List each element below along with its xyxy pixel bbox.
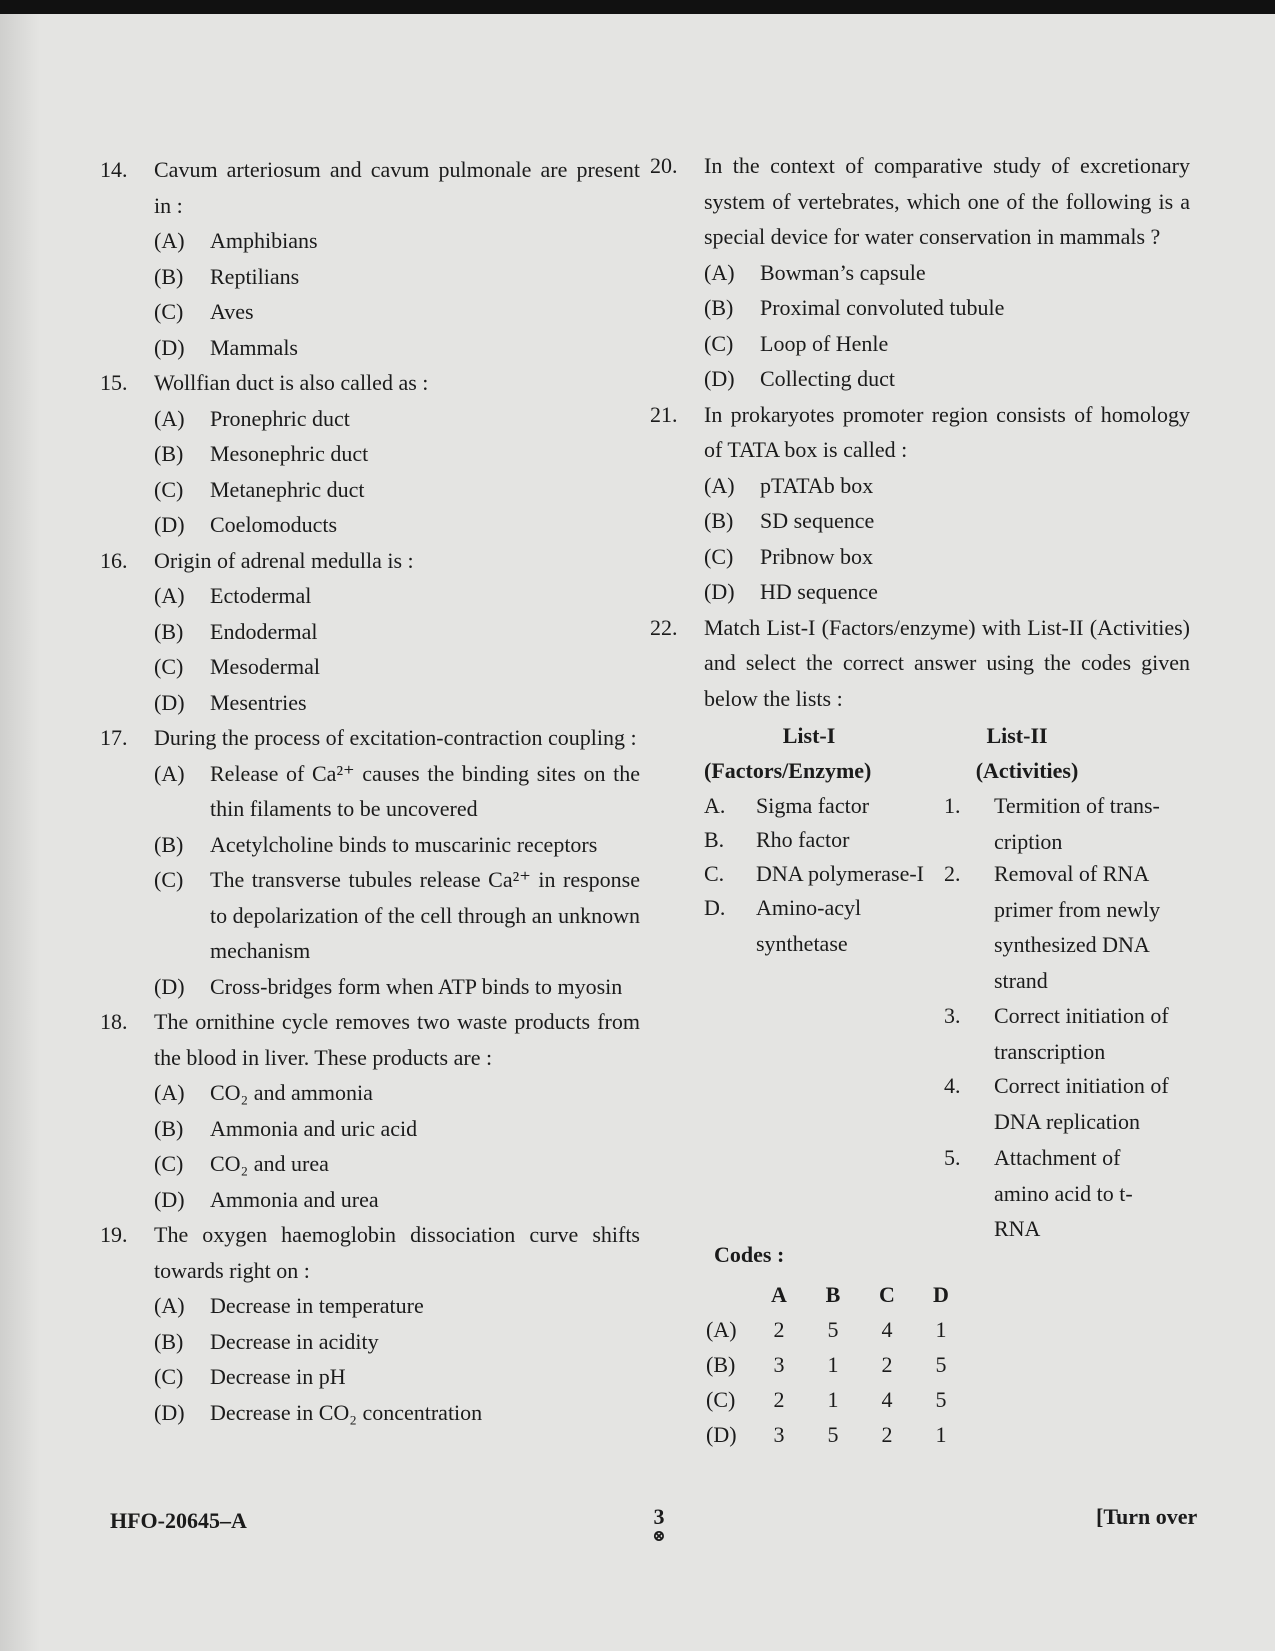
option-label: (B) bbox=[154, 1115, 184, 1141]
codes-row-label: (A) bbox=[706, 1316, 737, 1342]
option-label: (A) bbox=[154, 583, 185, 608]
list2-subtitle: (Activities) bbox=[975, 758, 1079, 783]
list1-text: Sigma factor bbox=[756, 793, 870, 818]
answer-option bbox=[154, 1111, 640, 1147]
answer-option bbox=[154, 1359, 640, 1395]
codes-header: B bbox=[825, 1281, 841, 1307]
codes-header: A bbox=[771, 1281, 787, 1307]
option-label: (C) bbox=[154, 1364, 184, 1389]
option-label: (C) bbox=[154, 1151, 184, 1176]
list2-text: Removal of RNA primer from newly synthesized DNA strand bbox=[994, 861, 1161, 993]
list1-title: List-I bbox=[782, 723, 836, 748]
option-label: (D) bbox=[154, 512, 185, 537]
option-text: Decrease in acidity bbox=[210, 1328, 379, 1354]
codes-title: Codes : bbox=[714, 1242, 785, 1267]
list2-text: Termition of trans-cription bbox=[994, 793, 1160, 854]
option-text: Reptilians bbox=[210, 263, 300, 289]
option-text: Pribnow box bbox=[760, 543, 874, 569]
codes-cell: 5 bbox=[935, 1351, 947, 1377]
answer-option bbox=[154, 472, 640, 508]
page-number bbox=[647, 1504, 671, 1547]
answer-option bbox=[154, 614, 640, 650]
option-text: Pronephric duct bbox=[210, 405, 350, 431]
option-label: (B) bbox=[154, 831, 184, 857]
answer-option bbox=[154, 507, 640, 543]
question-20 bbox=[650, 148, 1190, 397]
codes-table bbox=[706, 1277, 968, 1452]
answer-option bbox=[154, 1146, 640, 1182]
codes-row-label: (D) bbox=[706, 1421, 737, 1447]
question-text: Cavum arteriosum and cavum pulmonale are present in : bbox=[154, 157, 640, 218]
answer-option bbox=[154, 330, 640, 366]
option-text: Metanephric duct bbox=[210, 476, 365, 502]
codes-row bbox=[706, 1417, 968, 1452]
match-lists bbox=[704, 718, 1190, 1241]
codes-cell: 2 bbox=[773, 1316, 785, 1342]
option-label: (A) bbox=[154, 1293, 185, 1318]
question-number: 16. bbox=[100, 547, 128, 573]
codes-row bbox=[706, 1382, 968, 1417]
option-label: (A) bbox=[154, 1080, 185, 1105]
question-15 bbox=[100, 365, 640, 543]
option-label: (C) bbox=[704, 543, 734, 569]
answer-option bbox=[154, 294, 640, 330]
codes-cell: 1 bbox=[827, 1351, 839, 1377]
answer-option bbox=[704, 539, 1190, 575]
answer-option bbox=[154, 578, 640, 614]
question-text: During the process of excitation-contraction coupling : bbox=[154, 725, 637, 750]
answer-option bbox=[154, 1324, 640, 1360]
list1-text: Rho factor bbox=[756, 827, 850, 852]
codes-corner bbox=[706, 1277, 752, 1312]
option-label: (D) bbox=[704, 366, 735, 391]
list1-letter: A. bbox=[704, 793, 726, 818]
option-text: Endodermal bbox=[210, 618, 318, 644]
option-label: (B) bbox=[154, 263, 184, 289]
codes-cell: 3 bbox=[773, 1421, 785, 1447]
codes-header: D bbox=[933, 1281, 949, 1307]
list1-letter: C. bbox=[704, 861, 725, 886]
option-label: (C) bbox=[154, 654, 184, 679]
option-text: Mesonephric duct bbox=[210, 441, 369, 466]
codes-cell: 1 bbox=[935, 1316, 947, 1342]
list1-letter: B. bbox=[704, 827, 725, 852]
option-label: (A) bbox=[154, 405, 185, 431]
option-text: Ectodermal bbox=[210, 583, 312, 608]
answer-option bbox=[154, 1182, 640, 1218]
question-16 bbox=[100, 543, 640, 721]
option-text: CO₂ and urea bbox=[210, 1151, 329, 1176]
option-text: Decrease in pH bbox=[210, 1364, 346, 1389]
answer-option bbox=[154, 223, 640, 259]
answer-option bbox=[154, 649, 640, 685]
option-text: Ammonia and uric acid bbox=[210, 1115, 418, 1141]
codes-cell: 1 bbox=[935, 1421, 947, 1447]
option-label: (C) bbox=[154, 299, 184, 324]
answer-option bbox=[154, 685, 640, 721]
option-label: (D) bbox=[704, 579, 735, 604]
option-label: (B) bbox=[154, 441, 184, 466]
option-text: Decrease in temperature bbox=[210, 1293, 424, 1318]
list1-text: Amino-acyl synthetase bbox=[756, 895, 862, 956]
codes-header-row bbox=[706, 1277, 968, 1312]
question-14 bbox=[100, 152, 640, 365]
option-label: (C) bbox=[704, 330, 734, 356]
answer-option bbox=[154, 862, 640, 969]
option-label: (C) bbox=[154, 476, 184, 502]
question-text: Match List-I (Factors/enzyme) with List-II (Activities) and select the correct answer using the codes given below the lists : bbox=[704, 614, 1190, 711]
question-number: 19. bbox=[100, 1222, 128, 1247]
question-text: The ornithine cycle removes two waste products from the blood in liver. These products are : bbox=[154, 1009, 640, 1070]
question-number: 15. bbox=[100, 370, 128, 395]
codes-cell: 5 bbox=[827, 1421, 839, 1447]
option-label: (B) bbox=[154, 618, 184, 644]
answer-option bbox=[154, 827, 640, 863]
option-text: Cross-bridges form when ATP binds to myosin bbox=[210, 973, 623, 999]
option-label: (C) bbox=[154, 867, 184, 892]
option-text: Proximal convoluted tubule bbox=[760, 295, 1005, 320]
option-text: pTATAb box bbox=[760, 472, 874, 498]
codes-header: C bbox=[879, 1281, 895, 1307]
question-number: 14. bbox=[100, 157, 128, 182]
answer-option bbox=[704, 574, 1190, 610]
right-column bbox=[650, 148, 1190, 1241]
question-17 bbox=[100, 720, 640, 1004]
option-text: Amphibians bbox=[210, 228, 318, 253]
option-text: Collecting duct bbox=[760, 366, 896, 391]
option-label: (B) bbox=[704, 508, 734, 533]
option-label: (A) bbox=[154, 228, 185, 253]
codes-cell: 3 bbox=[773, 1351, 785, 1377]
answer-option bbox=[704, 468, 1190, 504]
page-symbol-icon: ⊗ bbox=[652, 1528, 666, 1545]
codes-cell: 5 bbox=[827, 1316, 839, 1342]
option-text: Loop of Henle bbox=[760, 330, 889, 356]
codes-row-label: (B) bbox=[706, 1351, 736, 1377]
list2-text: Correct initiation of transcription bbox=[994, 1003, 1169, 1064]
option-text: Acetylcholine binds to muscarinic receptors bbox=[210, 831, 598, 857]
list1-text: DNA polymerase-I bbox=[756, 861, 925, 886]
codes-row bbox=[706, 1347, 968, 1382]
answer-option bbox=[704, 290, 1190, 326]
option-text: Decrease in CO₂ concentration bbox=[210, 1399, 483, 1425]
question-number: 20. bbox=[650, 153, 678, 178]
list2-title: List-II bbox=[986, 723, 1048, 748]
answer-option bbox=[154, 1288, 640, 1324]
option-label: (A) bbox=[704, 472, 735, 498]
codes-cell: 2 bbox=[881, 1351, 893, 1377]
booklet-code: HFO-20645–A bbox=[110, 1508, 247, 1533]
option-label: (B) bbox=[704, 295, 734, 320]
question-number: 18. bbox=[100, 1009, 128, 1034]
right-questions bbox=[650, 148, 1190, 610]
option-text: Ammonia and urea bbox=[210, 1186, 379, 1212]
list2-number: 1. bbox=[944, 793, 961, 818]
option-text: The transverse tubules release Ca²⁺ in response to depolarization of the cell through an unknown mechanism bbox=[210, 867, 640, 963]
list2-text: Correct initiation of DNA replication bbox=[994, 1073, 1169, 1134]
question-number: 17. bbox=[100, 725, 128, 750]
option-text: Mesentries bbox=[210, 689, 307, 715]
turn-over-note: [Turn over bbox=[1096, 1504, 1198, 1529]
answer-option bbox=[154, 1395, 640, 1431]
question-text: In the context of comparative study of excretionary system of vertebrates, which one of the following is a special device for water conservation in mammals ? bbox=[704, 153, 1190, 249]
codes-cell: 4 bbox=[881, 1316, 893, 1342]
codes-cell: 2 bbox=[881, 1421, 893, 1447]
codes-row bbox=[706, 1312, 968, 1347]
option-label: (A) bbox=[154, 760, 185, 786]
list2-number: 3. bbox=[944, 1003, 961, 1028]
option-text: SD sequence bbox=[760, 508, 875, 533]
page-number-value: 3 bbox=[653, 1504, 665, 1529]
option-label: (B) bbox=[154, 1328, 184, 1354]
option-label: (D) bbox=[154, 334, 185, 360]
answer-option bbox=[154, 1075, 640, 1111]
question-21 bbox=[650, 397, 1190, 610]
question-text: The oxygen haemoglobin dissociation curve shifts towards right on : bbox=[154, 1222, 640, 1283]
question-text: In prokaryotes promoter region consists of homology of TATA box is called : bbox=[704, 401, 1190, 462]
option-text: Release of Ca²⁺ causes the binding sites on the thin filaments to be uncovered bbox=[210, 760, 640, 821]
list1-letter: D. bbox=[704, 895, 726, 920]
answer-option bbox=[704, 255, 1190, 291]
answer-option bbox=[704, 503, 1190, 539]
codes-cell: 2 bbox=[773, 1386, 785, 1412]
option-label: (D) bbox=[154, 689, 185, 715]
list2-text: Attachment of amino acid to t-RNA bbox=[994, 1145, 1133, 1241]
codes-cell: 5 bbox=[935, 1386, 947, 1412]
question-19 bbox=[100, 1217, 640, 1430]
option-text: Mammals bbox=[210, 334, 298, 360]
list2-number: 4. bbox=[944, 1073, 961, 1098]
option-label: (A) bbox=[704, 259, 735, 285]
option-text: Mesodermal bbox=[210, 654, 320, 679]
option-label: (D) bbox=[154, 1186, 185, 1212]
option-text: CO₂ and ammonia bbox=[210, 1080, 373, 1105]
option-text: Bowman’s capsule bbox=[760, 259, 926, 285]
answer-option bbox=[154, 969, 640, 1005]
answer-option bbox=[704, 361, 1190, 397]
answer-option bbox=[154, 436, 640, 472]
codes-row-label: (C) bbox=[706, 1386, 736, 1412]
list2-number: 2. bbox=[944, 861, 961, 886]
option-text: HD sequence bbox=[760, 579, 878, 604]
option-label: (D) bbox=[154, 973, 185, 999]
list1-subtitle: (Factors/Enzyme) bbox=[704, 758, 872, 783]
option-text: Aves bbox=[210, 299, 254, 324]
codes-cell: 4 bbox=[881, 1386, 893, 1412]
answer-option bbox=[704, 326, 1190, 362]
question-18 bbox=[100, 1004, 640, 1217]
answer-option bbox=[154, 401, 640, 437]
question-text: Wollfian duct is also called as : bbox=[154, 370, 429, 395]
option-label: (D) bbox=[154, 1399, 185, 1425]
answer-option bbox=[154, 259, 640, 295]
question-text: Origin of adrenal medulla is : bbox=[154, 547, 414, 573]
question-number: 21. bbox=[650, 401, 678, 427]
question-number: 22. bbox=[650, 614, 678, 640]
codes-cell: 1 bbox=[827, 1386, 839, 1412]
answer-option bbox=[154, 756, 640, 827]
list2-number: 5. bbox=[944, 1145, 961, 1170]
option-text: Coelomoducts bbox=[210, 512, 338, 537]
question-22 bbox=[650, 610, 1190, 717]
left-column bbox=[100, 152, 640, 1430]
